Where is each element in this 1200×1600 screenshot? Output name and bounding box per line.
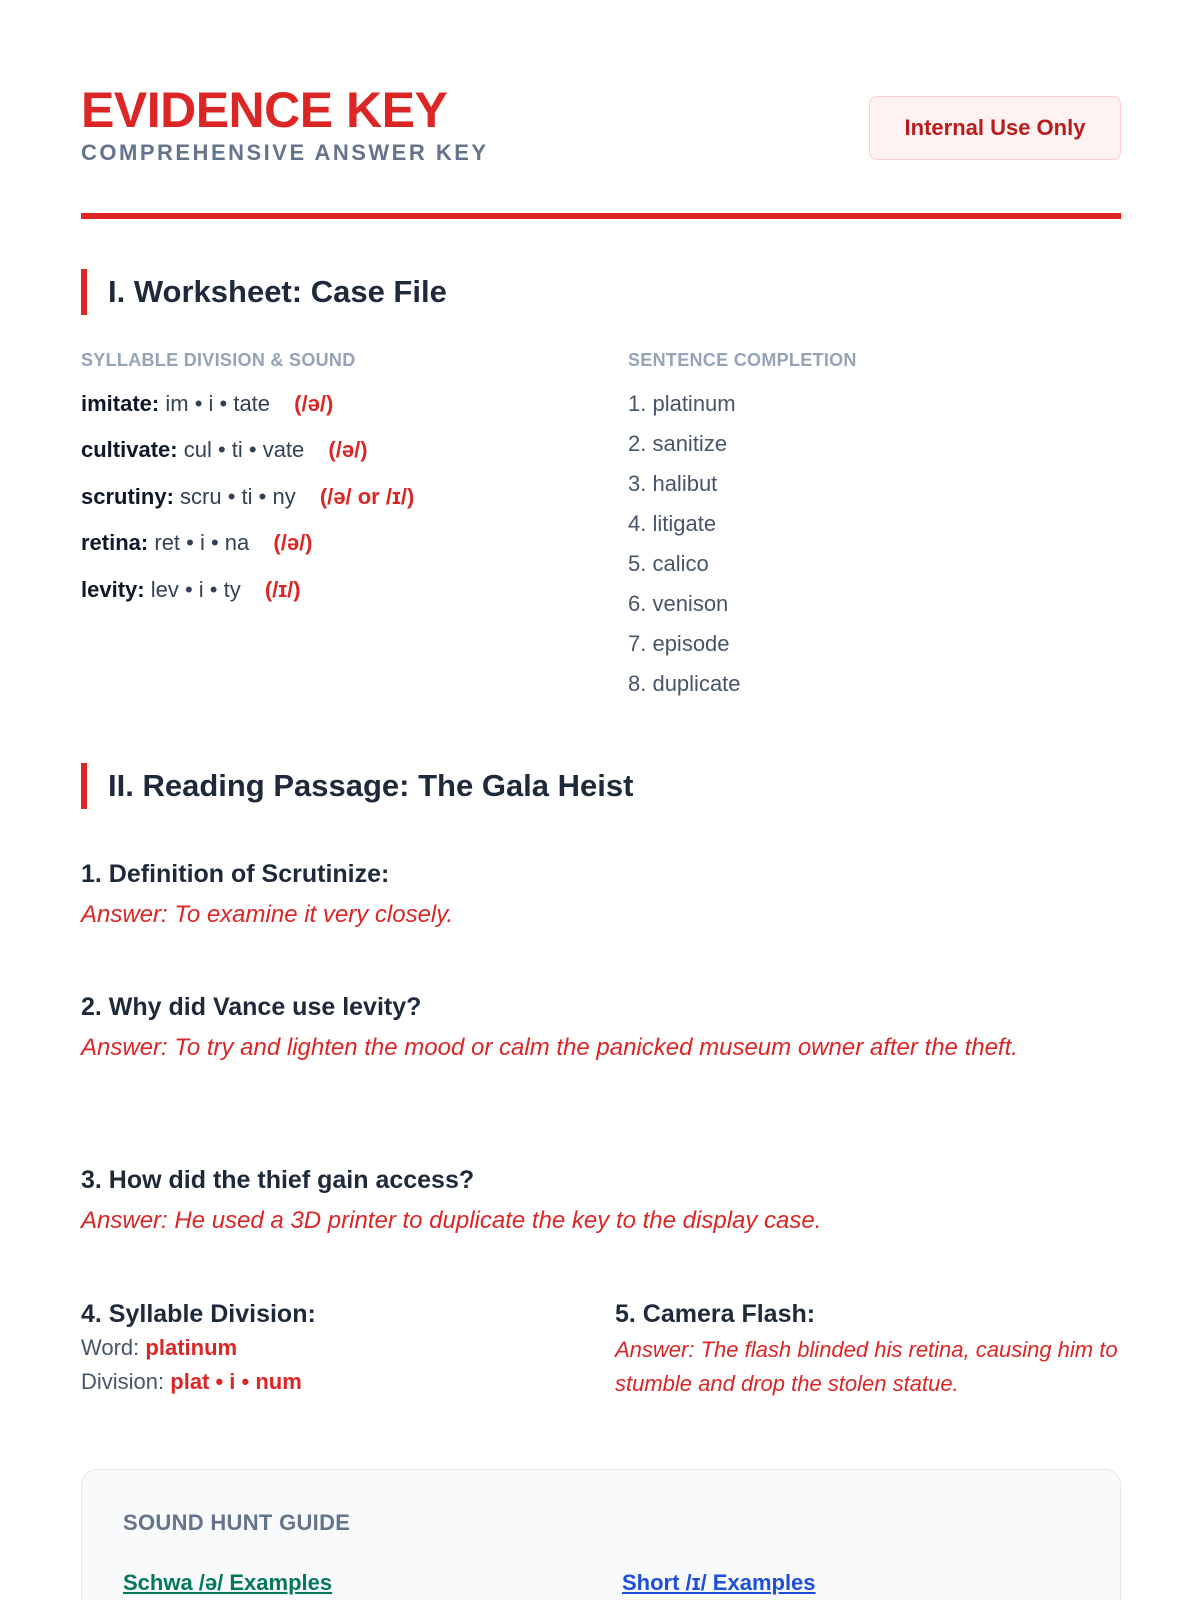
syllable-word: cultivate:	[81, 437, 178, 462]
question-answer: Answer: He used a 3D printer to duplicate the key to the display case.	[81, 1207, 822, 1234]
syllable-row	[81, 389, 333, 419]
question-title: 3. How did the thief gain access?	[81, 1166, 475, 1194]
syllable-division: im • i • tate	[165, 391, 271, 416]
sentence-answer: 1. platinum	[628, 391, 736, 416]
question-title: 2. Why did Vance use levity?	[81, 993, 422, 1021]
section-accent-bar	[81, 763, 87, 809]
section-title: II. Reading Passage: The Gala Heist	[108, 768, 634, 803]
sentence-answer: 2. sanitize	[628, 431, 728, 456]
syllable-word: scrutiny:	[81, 484, 174, 509]
question-title: 5. Camera Flash:	[615, 1300, 816, 1328]
syllable-row	[81, 575, 301, 605]
sound-hunt-guide	[81, 1469, 1121, 1600]
question-block	[81, 990, 1121, 1068]
syllable-sound: (/ə/)	[294, 391, 334, 416]
syllable-sound: (/ə/)	[273, 530, 313, 555]
question-block	[615, 1297, 1125, 1401]
sentence-column-label: SENTENCE COMPLETION	[628, 350, 857, 370]
short-i-examples-link[interactable]: Short /ɪ/ Examples	[622, 1570, 816, 1595]
syllable-word: imitate:	[81, 391, 160, 416]
question-block	[81, 1163, 1121, 1241]
question-block	[81, 1297, 591, 1399]
question-title: 1. Definition of Scrutinize:	[81, 860, 390, 888]
question-block	[81, 857, 1121, 935]
word-value: platinum	[145, 1335, 238, 1360]
section-heading-reading	[81, 763, 633, 809]
sentence-answer: 3. halibut	[628, 471, 718, 496]
syllable-sound: (/ə/ or /ɪ/)	[319, 484, 415, 509]
sentence-answer: 8. duplicate	[628, 671, 741, 696]
internal-use-badge: Internal Use Only	[869, 96, 1121, 160]
syllable-sound: (/ə/)	[328, 437, 368, 462]
syllable-sound: (/ɪ/)	[264, 577, 301, 602]
section-accent-bar	[81, 269, 87, 315]
division-value: plat • i • num	[170, 1369, 302, 1394]
division-line	[81, 1365, 591, 1399]
syllable-division: cul • ti • vate	[183, 437, 305, 462]
question-title: 4. Syllable Division:	[81, 1300, 316, 1328]
schwa-examples-link[interactable]: Schwa /ə/ Examples	[123, 1570, 333, 1595]
header-divider	[81, 213, 1121, 219]
word-label: Word:	[81, 1335, 140, 1360]
syllable-division: scru • ti • ny	[180, 484, 296, 509]
syllable-word: retina:	[81, 530, 149, 555]
sentence-answer: 6. venison	[628, 591, 729, 616]
sentence-answer: 4. litigate	[628, 511, 717, 536]
syllable-division: lev • i • ty	[150, 577, 241, 602]
syllable-word: levity:	[81, 577, 145, 602]
sentence-answer: 7. episode	[628, 631, 730, 656]
guide-title: SOUND HUNT GUIDE	[123, 1510, 351, 1535]
document-subtitle: COMPREHENSIVE ANSWER KEY	[81, 140, 489, 165]
word-line	[81, 1331, 591, 1365]
question-answer: Answer: The flash blinded his retina, causing him to stumble and drop the stolen statue.	[615, 1337, 1118, 1396]
syllable-row	[81, 528, 313, 558]
syllable-row	[81, 482, 414, 512]
sentence-answer: 5. calico	[628, 551, 709, 576]
section-title: I. Worksheet: Case File	[108, 274, 447, 309]
document-header	[81, 82, 1121, 166]
question-answer: Answer: To try and lighten the mood or calm the panicked museum owner after the theft.	[81, 1034, 1018, 1061]
syllable-row	[81, 435, 368, 465]
syllable-column-label: SYLLABLE DIVISION & SOUND	[81, 350, 356, 370]
question-answer: Answer: To examine it very closely.	[81, 901, 454, 928]
document-title: EVIDENCE KEY	[81, 82, 448, 138]
syllable-division: ret • i • na	[154, 530, 250, 555]
division-label: Division:	[81, 1369, 165, 1394]
section-heading-worksheet	[81, 269, 447, 315]
